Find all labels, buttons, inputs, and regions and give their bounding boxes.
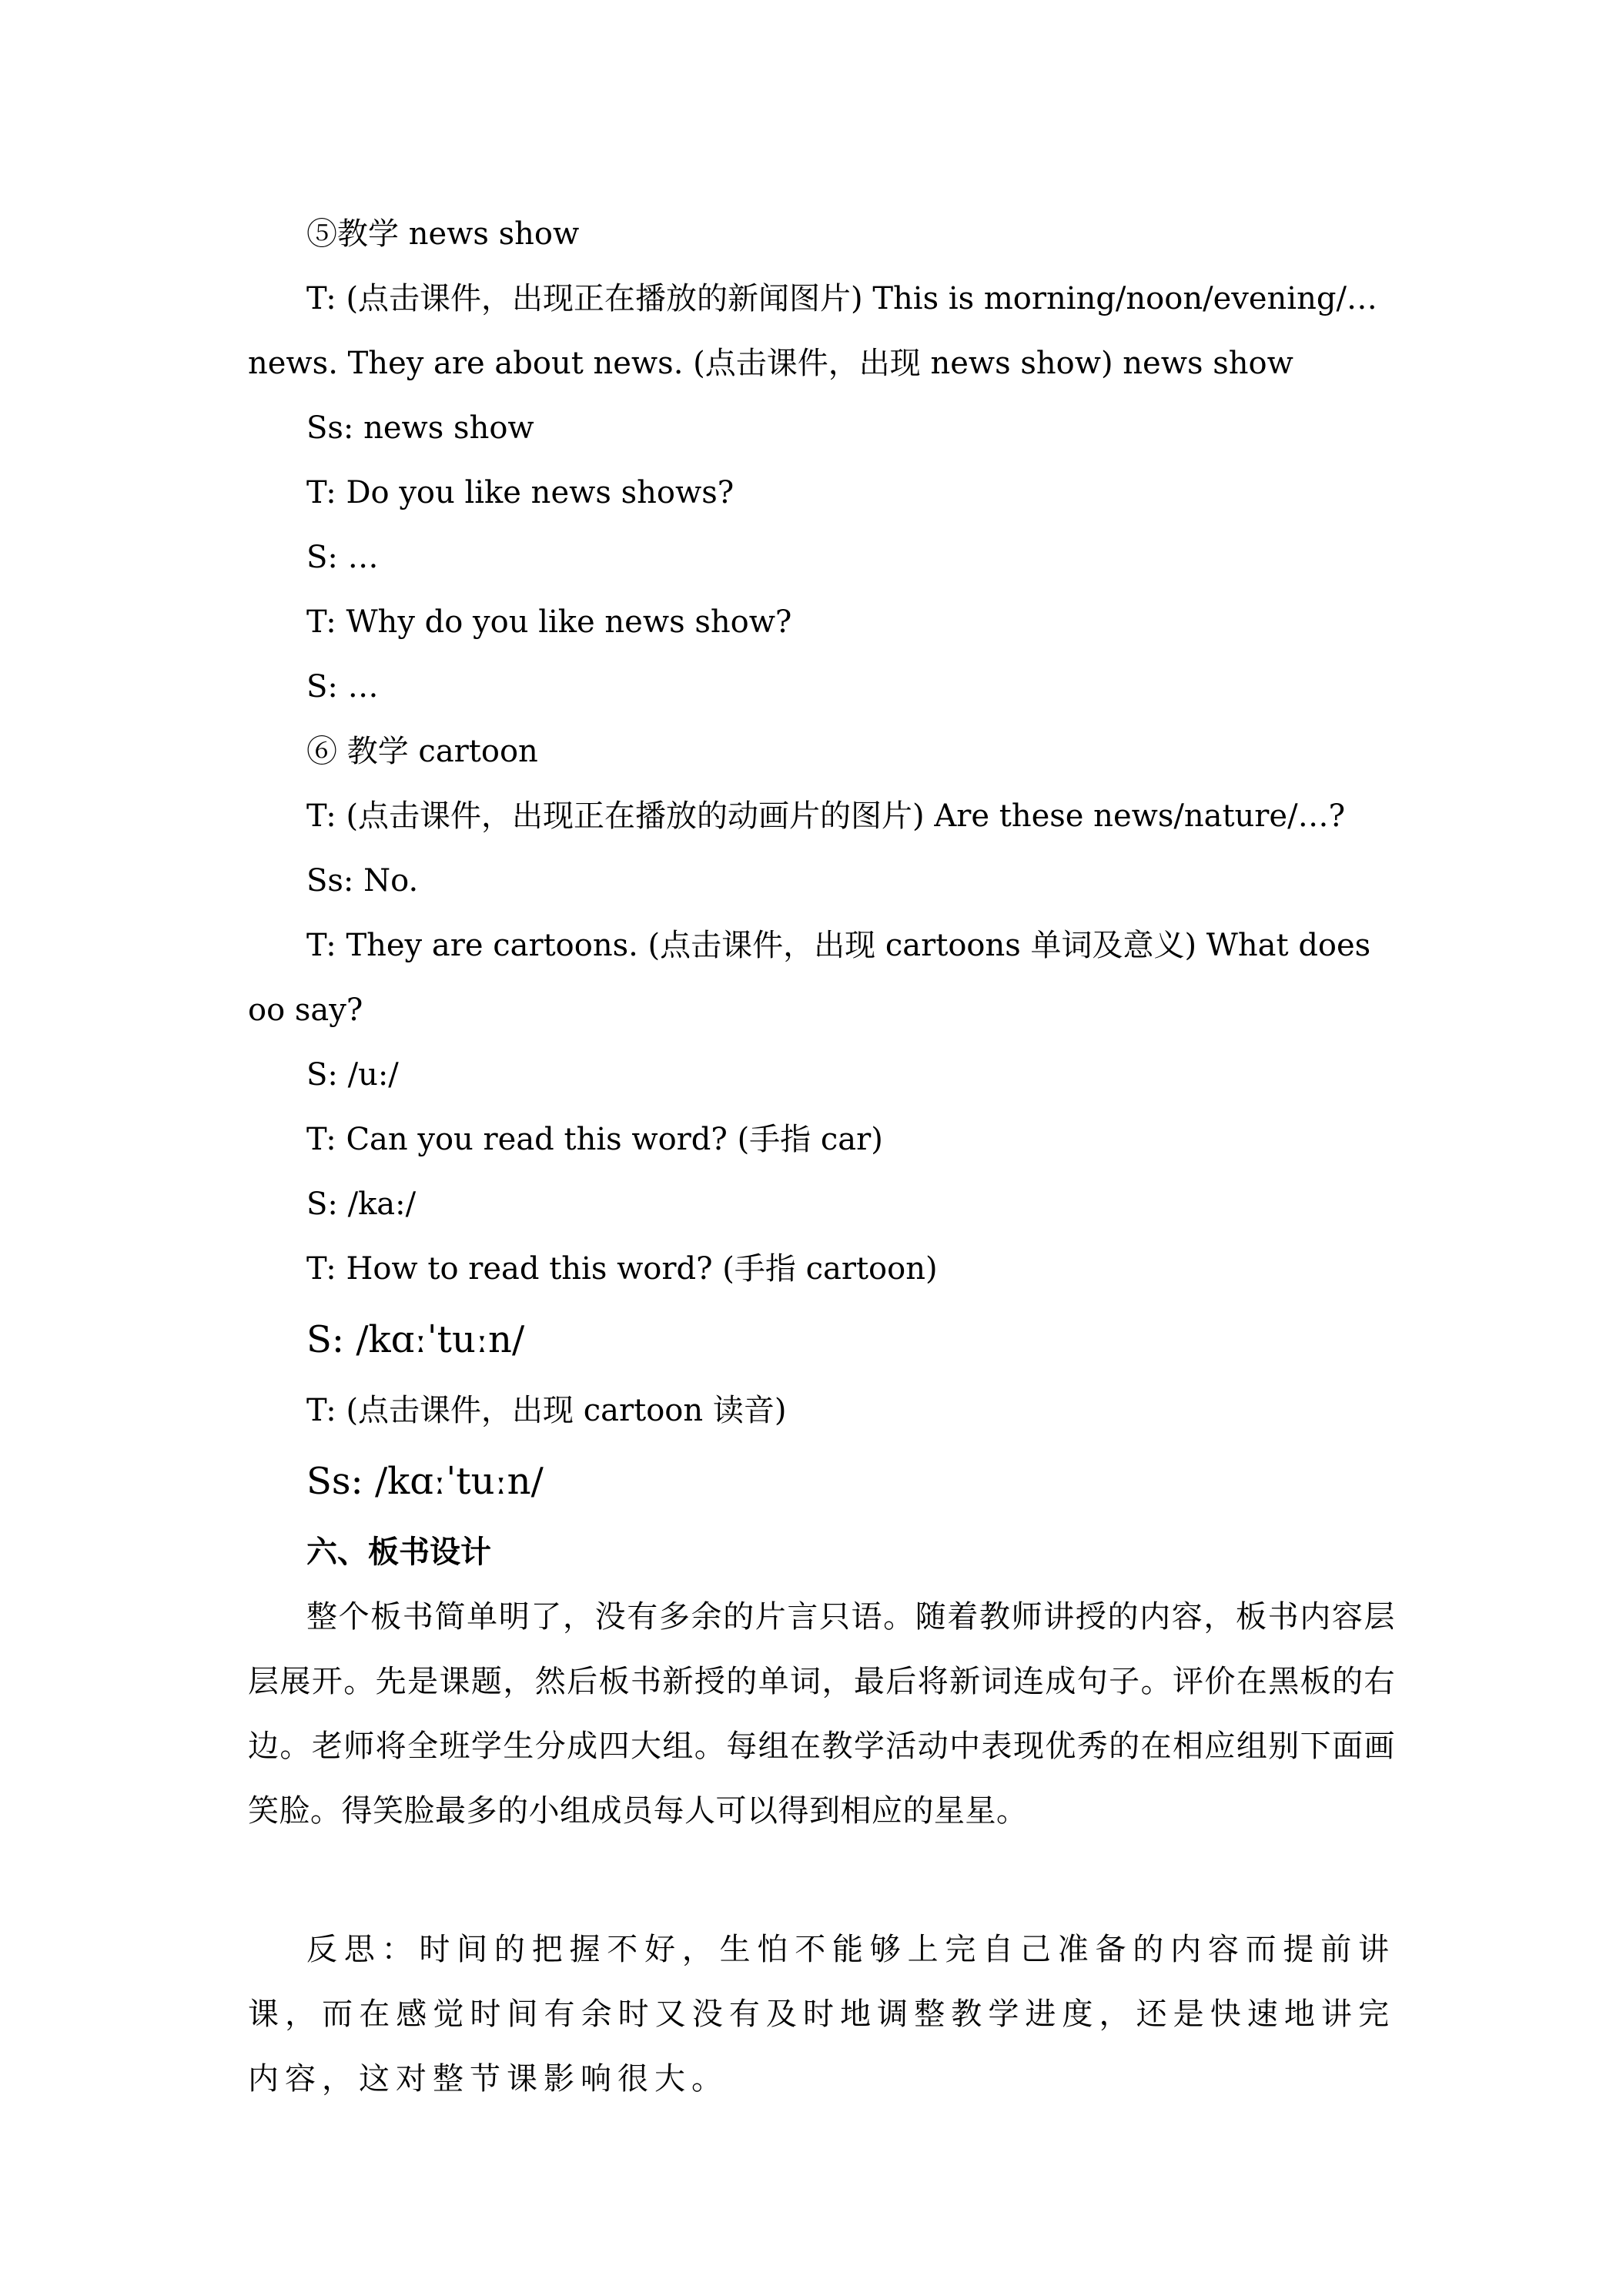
teacher-line-they-are-cartoons: T: They are cartoons. (点击课件，出现 cartoons 单词及意义) What does oo say? <box>248 928 1380 1028</box>
section-heading-board-design: 六、板书设计 <box>306 1534 491 1570</box>
student-line-cartoon-phonetic: S: /kɑːˈtuːn/ <box>306 1318 525 1361</box>
teacher-line-cartoon-images: T: (点击课件，出现正在播放的动画片的图片) Are these news/nature/…? <box>306 798 1346 834</box>
students-line-no: Ss: No. <box>306 863 419 899</box>
reflection-paragraph: 反思：时间的把握不好，生怕不能够上完自己准备的内容而提前讲课，而在感觉时间有余时又没有及时地调整教学进度，还是快速地讲完内容，这对整节课影响很大。 <box>248 1932 1395 2097</box>
teacher-line-why-like: T: Why do you like news show? <box>306 604 792 640</box>
teacher-line-cartoon-pronunciation: T: (点击课件，出现 cartoon 读音) <box>306 1393 787 1428</box>
teacher-line-like-news-shows: T: Do you like news shows? <box>306 475 735 510</box>
board-design-paragraph: 整个板书简单明了，没有多余的片言只语。随着教师讲授的内容，板书内容层层展开。先是课题，然后板书新授的单词，最后将新词连成句子。评价在黑板的右边。老师将全班学生分成四大组。每组在教学活动中表现优秀的在相应组别下面画笑脸。得笑脸最多的小组成员每人可以得到相应的星星。 <box>248 1599 1395 1829</box>
paragraph-gap <box>248 1843 1395 1917</box>
student-line-ellipsis-1: S: … <box>306 540 379 575</box>
teacher-line-news-images: T: (点击课件，出现正在播放的新闻图片) This is morning/noon/evening/… news. They are about news. (点击课件，出现 news show) news show <box>248 281 1387 381</box>
document-content <box>248 202 1395 2111</box>
student-line-u-sound: S: /u:/ <box>306 1057 399 1093</box>
student-line-ellipsis-2: S: … <box>306 669 379 705</box>
students-line-news-show: Ss: news show <box>306 410 534 446</box>
student-line-ka-sound: S: /ka:/ <box>306 1186 417 1222</box>
item-6-cartoon-heading: ⑥ 教学 cartoon <box>306 734 538 769</box>
teacher-line-read-car: T: Can you read this word? (手指 car) <box>306 1122 883 1157</box>
item-5-news-show-heading: ⑤教学 news show <box>306 216 580 252</box>
teacher-line-read-cartoon: T: How to read this word? (手指 cartoon) <box>306 1251 938 1287</box>
students-line-cartoon-phonetic: Ss: /kɑːˈtuːn/ <box>306 1460 544 1503</box>
